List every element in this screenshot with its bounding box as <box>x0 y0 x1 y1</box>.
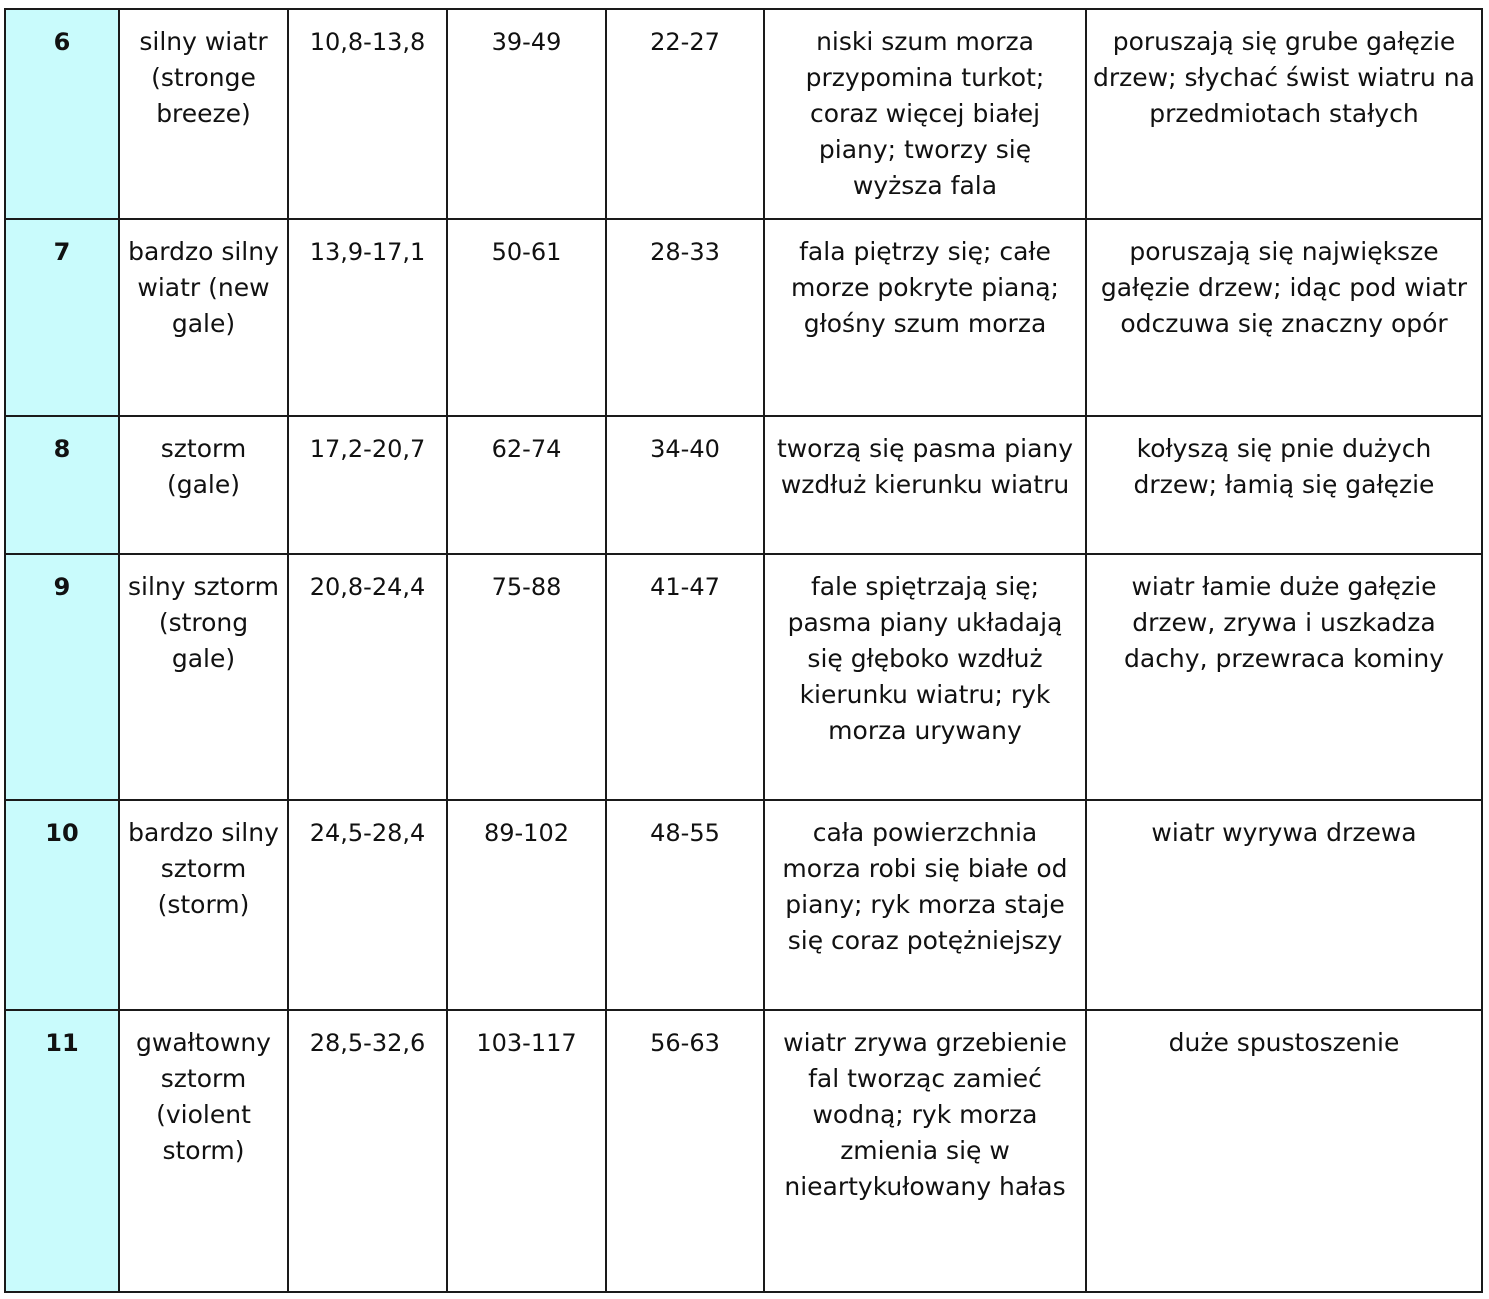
sea-effect-cell: niski szum morza przypomina turkot; coraz więcej białej piany; tworzy się wyższa fala <box>764 9 1086 219</box>
wind-name-cell: sztorm (gale) <box>119 416 288 554</box>
beaufort-number-cell: 8 <box>5 416 119 554</box>
wind-name-cell: bardzo silny sztorm (storm) <box>119 800 288 1010</box>
wind-name-cell: silny wiatr (stronge breeze) <box>119 9 288 219</box>
land-effect-cell: kołyszą się pnie dużych drzew; łamią się gałęzie <box>1086 416 1482 554</box>
sea-effect-cell: fale spiętrzają się; pasma piany układają się głęboko wzdłuż kierunku wiatru; ryk morza urywany <box>764 554 1086 800</box>
speed-knots-cell: 28-33 <box>606 219 764 416</box>
beaufort-number-cell: 11 <box>5 1010 119 1292</box>
table-row <box>5 9 1482 219</box>
speed-knots-cell: 48-55 <box>606 800 764 1010</box>
sea-effect-cell: wiatr zrywa grzebienie fal tworząc zamieć wodną; ryk morza zmienia się w nieartykułowany hałas <box>764 1010 1086 1292</box>
beaufort-number-cell: 6 <box>5 9 119 219</box>
beaufort-number-cell: 7 <box>5 219 119 416</box>
speed-ms-cell: 20,8-24,4 <box>288 554 447 800</box>
speed-knots-cell: 22-27 <box>606 9 764 219</box>
sea-effect-cell: tworzą się pasma piany wzdłuż kierunku wiatru <box>764 416 1086 554</box>
beaufort-table-container <box>4 8 1483 1293</box>
speed-kmh-cell: 75-88 <box>447 554 606 800</box>
land-effect-cell: duże spustoszenie <box>1086 1010 1482 1292</box>
speed-ms-cell: 17,2-20,7 <box>288 416 447 554</box>
land-effect-cell: wiatr wyrywa drzewa <box>1086 800 1482 1010</box>
wind-name-cell: bardzo silny wiatr (new gale) <box>119 219 288 416</box>
beaufort-number-cell: 10 <box>5 800 119 1010</box>
table-row <box>5 416 1482 554</box>
speed-ms-cell: 28,5-32,6 <box>288 1010 447 1292</box>
speed-knots-cell: 56-63 <box>606 1010 764 1292</box>
land-effect-cell: poruszają się grube gałęzie drzew; słychać świst wiatru na przedmiotach stałych <box>1086 9 1482 219</box>
table-row <box>5 554 1482 800</box>
wind-name-cell: silny sztorm (strong gale) <box>119 554 288 800</box>
speed-kmh-cell: 50-61 <box>447 219 606 416</box>
table-row <box>5 219 1482 416</box>
speed-knots-cell: 34-40 <box>606 416 764 554</box>
speed-kmh-cell: 89-102 <box>447 800 606 1010</box>
table-row <box>5 1010 1482 1292</box>
speed-ms-cell: 24,5-28,4 <box>288 800 447 1010</box>
beaufort-number-cell: 9 <box>5 554 119 800</box>
sea-effect-cell: cała powierzchnia morza robi się białe od piany; ryk morza staje się coraz potężniejszy <box>764 800 1086 1010</box>
table-row <box>5 800 1482 1010</box>
speed-kmh-cell: 103-117 <box>447 1010 606 1292</box>
speed-kmh-cell: 39-49 <box>447 9 606 219</box>
speed-knots-cell: 41-47 <box>606 554 764 800</box>
beaufort-scale-table <box>4 8 1483 1293</box>
land-effect-cell: wiatr łamie duże gałęzie drzew, zrywa i uszkadza dachy, przewraca kominy <box>1086 554 1482 800</box>
speed-kmh-cell: 62-74 <box>447 416 606 554</box>
speed-ms-cell: 10,8-13,8 <box>288 9 447 219</box>
wind-name-cell: gwałtowny sztorm (violent storm) <box>119 1010 288 1292</box>
sea-effect-cell: fala piętrzy się; całe morze pokryte pianą; głośny szum morza <box>764 219 1086 416</box>
speed-ms-cell: 13,9-17,1 <box>288 219 447 416</box>
land-effect-cell: poruszają się największe gałęzie drzew; idąc pod wiatr odczuwa się znaczny opór <box>1086 219 1482 416</box>
